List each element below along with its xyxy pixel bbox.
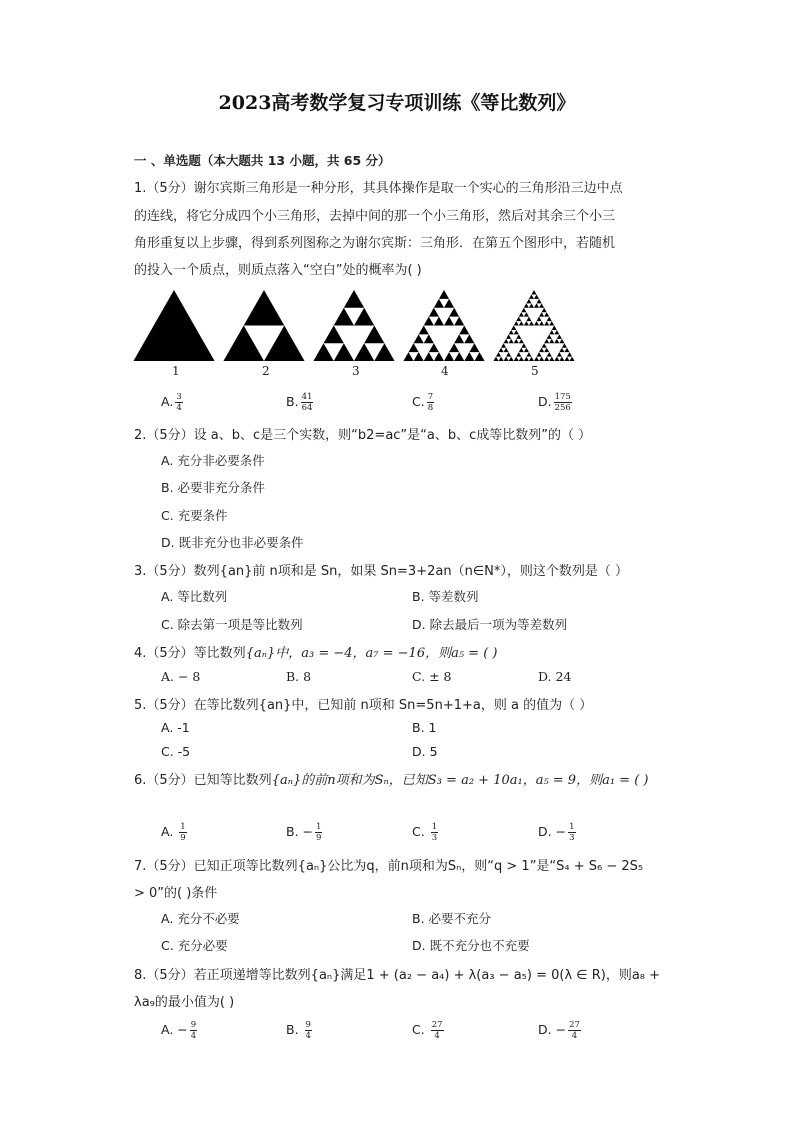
sierpinski-figure-5 <box>493 290 575 361</box>
q6-option-b[interactable]: B. − $\frac{1}{9}$ <box>286 822 322 843</box>
q7-option-a[interactable]: A. 充分不必要 <box>161 911 240 926</box>
q1-line-1: 1.（5分）谢尔宾斯三角形是一种分形，其具体操作是取一个实心的三角形沿三边中点 <box>134 181 623 196</box>
sierpinski-figure-4 <box>403 290 485 361</box>
q2-option-c[interactable]: C. 充要条件 <box>161 508 228 523</box>
q1-option-a[interactable]: A. $\frac{3}{4}$ <box>161 392 182 413</box>
q3-option-a[interactable]: A. 等比数列 <box>161 589 228 604</box>
q8-line-1: 8.（5分）若正项递增等比数列{aₙ}满足1 + (a₂ − a₄) + λ(a₃ − a₅) = 0(λ ∈ R)，则a₈ + <box>134 968 661 983</box>
q4-option-c[interactable]: C. ± 8 <box>412 669 452 684</box>
sierpinski-figure-3 <box>313 290 395 361</box>
q4-option-d[interactable]: D. 24 <box>538 669 572 684</box>
q2-option-b[interactable]: B. 必要非充分条件 <box>161 480 266 495</box>
q2-option-a[interactable]: A. 充分非必要条件 <box>161 453 265 468</box>
q7-option-d[interactable]: D. 既不充分也不充要 <box>412 938 530 953</box>
figure-label-4: 4 <box>441 364 449 378</box>
q8-option-b[interactable]: B. $\frac{9}{4}$ <box>286 1020 311 1041</box>
q5-option-b[interactable]: B. 1 <box>412 720 437 735</box>
figure-label-2: 2 <box>262 364 270 378</box>
q3-option-d[interactable]: D. 除去最后一项为等差数列 <box>412 617 568 632</box>
q8-line-2: λa₉的最小值为( ) <box>134 995 235 1010</box>
q2-option-d[interactable]: D. 既非充分也非必要条件 <box>161 535 304 550</box>
q6-option-d[interactable]: D. − $\frac{1}{3}$ <box>538 822 575 843</box>
q1-line-2: 的连线，将它分成四个小三角形，去掉中间的那一个小三角形，然后对其余三个小三 <box>134 209 616 224</box>
q8-option-a[interactable]: A. − $\frac{9}{4}$ <box>161 1020 197 1041</box>
q1-line-4: 的投入一个质点，则质点落入“空白”处的概率为( ) <box>134 263 422 278</box>
q3-stem: 3.（5分）数列{an}前 n项和是 Sn，如果 Sn=3+2an（n∈N*），则这个数列是（ ） <box>134 564 628 579</box>
q6-option-a[interactable]: A. $\frac{1}{9}$ <box>161 822 186 843</box>
q6-stem: 6.（5分）已知等比数列{aₙ}的前n项和为Sₙ，已知S₃ = a₂ + 10a₁，a₅ = 9，则a₁ = ( ) <box>134 773 649 788</box>
q4-stem: 4.（5分）等比数列{aₙ}中，a₃ = −4，a₇ = −16，则a₅ = ( ) <box>134 646 498 661</box>
q7-line-2: > 0”的( )条件 <box>134 886 218 901</box>
q5-stem: 5.（5分）在等比数列{an}中，已知前 n项和 Sn=5n+1+a，则 a 的值为（ ） <box>134 698 593 713</box>
page-title: 2023高考数学复习专项训练《等比数列》 <box>218 92 576 114</box>
q7-option-b[interactable]: B. 必要不充分 <box>412 911 492 926</box>
q4-option-b[interactable]: B. 8 <box>286 669 312 684</box>
q7-line-1: 7.（5分）已知正项等比数列{aₙ}公比为q，前n项和为Sₙ，则“q > 1”是“S₄ + S₆ − 2S₅ <box>134 859 644 874</box>
q2-stem: 2.（5分）设 a、b、c是三个实数，则“b2=ac”是“a、b、c成等比数列”的（ ） <box>134 428 592 443</box>
q8-option-d[interactable]: D. − $\frac{27}{4}$ <box>538 1020 580 1041</box>
q7-option-c[interactable]: C. 充分必要 <box>161 938 228 953</box>
q1-option-d[interactable]: D. $\frac{175}{256}$ <box>538 392 571 413</box>
q5-option-c[interactable]: C. -5 <box>161 744 191 759</box>
q4-option-a[interactable]: A. − 8 <box>161 669 201 684</box>
q1-option-b[interactable]: B. $\frac{41}{64}$ <box>286 392 313 413</box>
sierpinski-figure-2 <box>223 290 305 361</box>
figure-label-3: 3 <box>352 364 360 378</box>
q5-option-d[interactable]: D. 5 <box>412 744 438 759</box>
q1-line-3: 角形重复以上步骤，得到系列图称之为谢尔宾斯：三角形．在第五个图形中，若随机 <box>134 236 616 251</box>
figure-label-5: 5 <box>531 364 539 378</box>
q5-option-a[interactable]: A. -1 <box>161 720 190 735</box>
q6-option-c[interactable]: C. $\frac{1}{3}$ <box>412 822 438 843</box>
q3-option-b[interactable]: B. 等差数列 <box>412 589 479 604</box>
sierpinski-figure-1 <box>133 290 215 361</box>
q1-option-c[interactable]: C. $\frac{7}{8}$ <box>412 392 434 413</box>
q8-option-c[interactable]: C. $\frac{27}{4}$ <box>412 1020 443 1041</box>
figure-label-1: 1 <box>172 364 180 378</box>
section-header: 一 、单选题（本大题共 13 小题，共 65 分） <box>134 153 391 168</box>
q3-option-c[interactable]: C. 除去第一项是等比数列 <box>161 617 303 632</box>
